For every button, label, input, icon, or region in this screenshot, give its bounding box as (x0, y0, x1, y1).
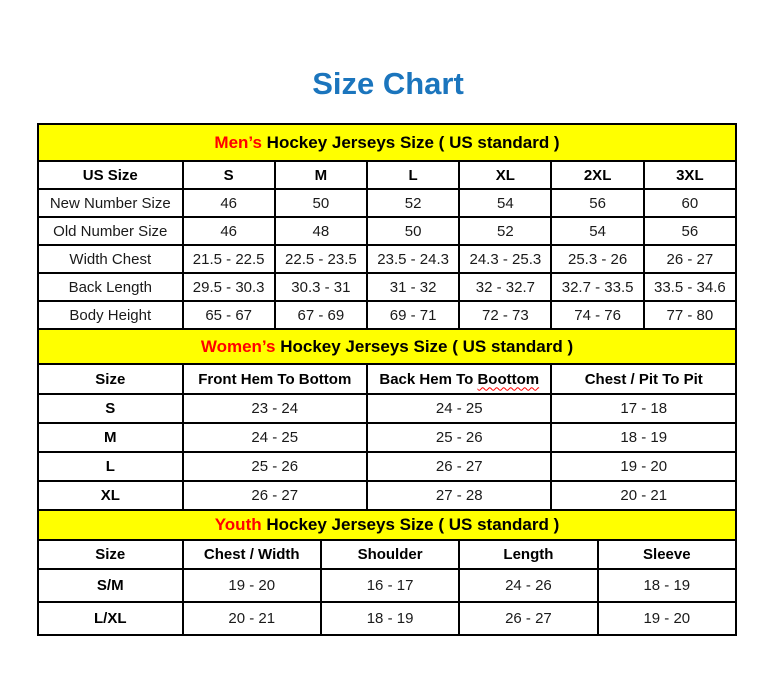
column-header: Sleeve (598, 540, 736, 569)
table-row (38, 602, 736, 635)
column-header (367, 364, 551, 394)
value-cell: 24 - 25 (367, 394, 551, 423)
column-header: XL (459, 161, 551, 189)
column-header: Chest / Width (183, 540, 321, 569)
value-cell: 56 (644, 217, 736, 245)
womens-section-header (37, 328, 737, 365)
table-row (38, 481, 736, 510)
table-row (38, 423, 736, 452)
value-cell: 52 (459, 217, 551, 245)
value-cell: 18 - 19 (598, 569, 736, 602)
value-cell: 50 (275, 189, 367, 217)
value-cell: 25.3 - 26 (551, 245, 643, 273)
column-header: Chest / Pit To Pit (551, 364, 736, 394)
column-header: 3XL (644, 161, 736, 189)
value-cell: 54 (459, 189, 551, 217)
value-cell: 25 - 26 (183, 452, 367, 481)
value-cell: 52 (367, 189, 459, 217)
column-header: Front Hem To Bottom (183, 364, 367, 394)
value-cell: 17 - 18 (551, 394, 736, 423)
value-cell: 67 - 69 (275, 301, 367, 329)
value-cell: 18 - 19 (321, 602, 459, 635)
table-row (38, 245, 736, 273)
column-header-text: Back Hem To (379, 370, 478, 388)
column-header: Size (38, 540, 183, 569)
misspelled-word: Boottom (477, 370, 540, 388)
header-row (38, 364, 736, 394)
value-cell: 19 - 20 (183, 569, 321, 602)
mens-section-header-text: Hockey Jerseys Size ( US standard ) (261, 132, 560, 152)
youth-size-table (37, 539, 737, 636)
value-cell: 21.5 - 22.5 (183, 245, 275, 273)
value-cell: 24 - 26 (459, 569, 597, 602)
value-cell: 19 - 20 (598, 602, 736, 635)
value-cell: 26 - 27 (644, 245, 736, 273)
womens-section-header-text: Hockey Jerseys Size ( US standard ) (275, 336, 574, 356)
table-row (38, 273, 736, 301)
row-label-cell: Body Height (38, 301, 183, 329)
value-cell: 19 - 20 (551, 452, 736, 481)
value-cell: 24.3 - 25.3 (459, 245, 551, 273)
row-label-cell: L/XL (38, 602, 183, 635)
mens-section-header-highlight: Men’s (214, 132, 262, 152)
value-cell: 60 (644, 189, 736, 217)
table-row (38, 301, 736, 329)
row-label-cell: Back Length (38, 273, 183, 301)
table-row (38, 452, 736, 481)
value-cell: 72 - 73 (459, 301, 551, 329)
table-row (38, 394, 736, 423)
value-cell: 32.7 - 33.5 (551, 273, 643, 301)
value-cell: 26 - 27 (183, 481, 367, 510)
mens-size-table (37, 160, 737, 330)
value-cell: 46 (183, 189, 275, 217)
value-cell: 24 - 25 (183, 423, 367, 452)
row-label-cell: Width Chest (38, 245, 183, 273)
column-header: L (367, 161, 459, 189)
value-cell: 16 - 17 (321, 569, 459, 602)
row-label-cell: New Number Size (38, 189, 183, 217)
value-cell: 50 (367, 217, 459, 245)
value-cell: 20 - 21 (183, 602, 321, 635)
womens-section-header-highlight: Women’s (200, 336, 276, 356)
table-row (38, 217, 736, 245)
youth-section-header-text: Hockey Jerseys Size ( US standard ) (261, 515, 560, 534)
value-cell: 74 - 76 (551, 301, 643, 329)
header-row (38, 161, 736, 189)
column-header: Length (459, 540, 597, 569)
column-header: M (275, 161, 367, 189)
table-row (38, 189, 736, 217)
table-row (38, 569, 736, 602)
column-header: US Size (38, 161, 183, 189)
column-header: 2XL (551, 161, 643, 189)
youth-section-header (37, 509, 737, 541)
value-cell: 25 - 26 (367, 423, 551, 452)
value-cell: 29.5 - 30.3 (183, 273, 275, 301)
value-cell: 18 - 19 (551, 423, 736, 452)
value-cell: 77 - 80 (644, 301, 736, 329)
value-cell: 20 - 21 (551, 481, 736, 510)
value-cell: 56 (551, 189, 643, 217)
value-cell: 69 - 71 (367, 301, 459, 329)
column-header: Size (38, 364, 183, 394)
value-cell: 31 - 32 (367, 273, 459, 301)
row-label-cell: S/M (38, 569, 183, 602)
womens-size-table (37, 363, 737, 511)
row-label-cell: XL (38, 481, 183, 510)
value-cell: 26 - 27 (367, 452, 551, 481)
header-row (38, 540, 736, 569)
value-cell: 46 (183, 217, 275, 245)
row-label-cell: Old Number Size (38, 217, 183, 245)
page-title: Size Chart (312, 66, 464, 101)
value-cell: 48 (275, 217, 367, 245)
row-label-cell: S (38, 394, 183, 423)
value-cell: 54 (551, 217, 643, 245)
column-header: S (183, 161, 275, 189)
value-cell: 32 - 32.7 (459, 273, 551, 301)
value-cell: 26 - 27 (459, 602, 597, 635)
row-label-cell: L (38, 452, 183, 481)
value-cell: 23 - 24 (183, 394, 367, 423)
size-chart-tables (37, 123, 737, 636)
column-header: Shoulder (321, 540, 459, 569)
value-cell: 22.5 - 23.5 (275, 245, 367, 273)
value-cell: 30.3 - 31 (275, 273, 367, 301)
row-label-cell: M (38, 423, 183, 452)
youth-section-header-highlight: Youth (214, 515, 262, 534)
value-cell: 33.5 - 34.6 (644, 273, 736, 301)
value-cell: 23.5 - 24.3 (367, 245, 459, 273)
value-cell: 65 - 67 (183, 301, 275, 329)
value-cell: 27 - 28 (367, 481, 551, 510)
mens-section-header (37, 123, 737, 162)
